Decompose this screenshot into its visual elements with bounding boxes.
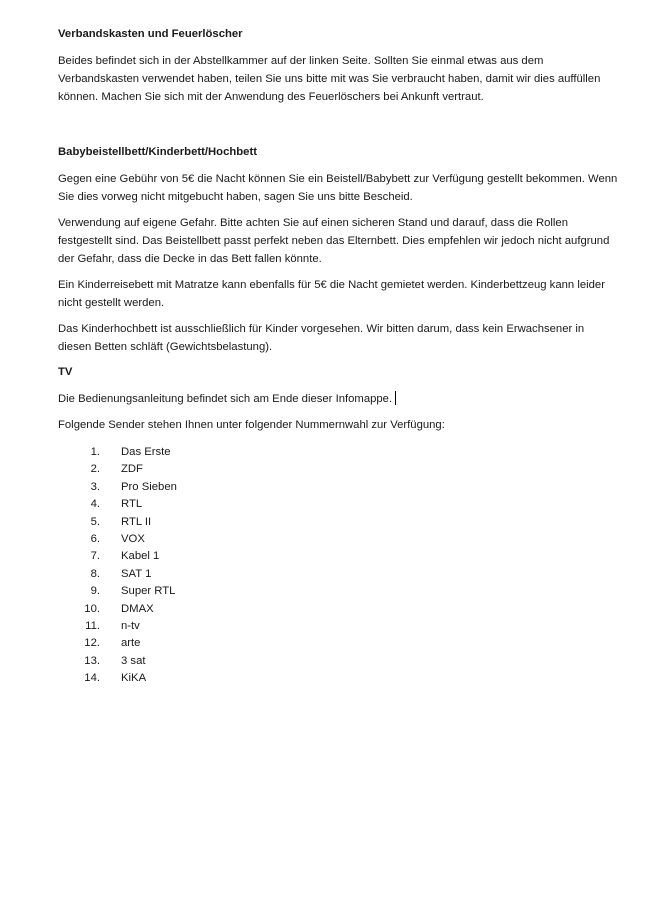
list-item — [58, 635, 618, 652]
list-number: 1. — [90, 446, 100, 458]
list-number: 8. — [90, 567, 100, 580]
list-number: 10. — [84, 602, 100, 615]
channel-name: DMAX — [121, 602, 154, 615]
channel-name: arte — [121, 637, 141, 650]
list-item — [58, 496, 618, 513]
section-heading-tv: TV — [58, 366, 73, 378]
list-item — [58, 583, 618, 600]
list-number: 9. — [90, 585, 100, 598]
list-number: 6. — [90, 533, 100, 546]
list-item — [58, 444, 618, 461]
list-number: 3. — [90, 480, 100, 493]
section-heading-baby-bed: Babybeistellbett/Kinderbett/Hochbett — [58, 146, 257, 158]
list-number: 5. — [90, 515, 100, 528]
list-item — [58, 461, 618, 478]
list-item — [58, 531, 618, 548]
tv-manual-text: Die Bedienungsanleitung befindet sich am Ende dieser Infomappe. — [58, 393, 393, 405]
channel-name: ZDF — [121, 463, 143, 476]
channel-name: Super RTL — [121, 585, 176, 598]
channel-name: RTL — [121, 498, 143, 511]
channel-name: RTL II — [121, 515, 152, 528]
list-number: 12. — [84, 637, 100, 650]
text-cursor — [395, 391, 396, 405]
channel-list — [58, 444, 618, 688]
channel-name: 3 sat — [121, 654, 146, 667]
paragraph-travel-cot: Ein Kinderreisebett mit Matratze kann ebenfalls für 5€ die Nacht gemietet werden. Kinderbettzeug kann leider nicht gestellt werden. — [58, 279, 605, 309]
paragraph-channels-intro: Folgende Sender stehen Ihnen unter folgender Nummernwahl zur Verfügung: — [58, 419, 445, 431]
list-item — [58, 479, 618, 496]
paragraph-first-aid: Beides befindet sich in der Abstellkammer auf der linken Seite. Sollten Sie einmal etwas aus dem Verbandskasten verwendet haben, teilen Sie uns bitte mit was Sie verbraucht haben, damit wir dies auffüllen können. Machen Sie sich mit der Anwendung des Feuerlöschers bei Ankunft vertraut. — [58, 55, 601, 103]
channel-name: KiKA — [121, 672, 147, 685]
section-heading-first-aid: Verbandskasten und Feuerlöscher — [58, 28, 243, 40]
channel-name: Pro Sieben — [121, 480, 177, 493]
list-number: 2. — [90, 463, 100, 476]
channel-name: Kabel 1 — [121, 550, 160, 563]
list-number: 11. — [85, 620, 100, 633]
list-item — [58, 670, 618, 687]
list-item — [58, 548, 618, 565]
channel-name: SAT 1 — [121, 567, 152, 580]
list-item — [58, 566, 618, 583]
paragraph-baby-bed-fee: Gegen eine Gebühr von 5€ die Nacht können Sie ein Beistell/Babybett zur Verfügung gestellt bekommen. Wenn Sie dies vorweg nicht mitgebucht haben, sagen Sie uns bitte Bescheid. — [58, 173, 618, 203]
channel-name: Das Erste — [121, 446, 171, 458]
list-number: 4. — [90, 498, 100, 511]
paragraph-bunk-bed: Das Kinderhochbett ist ausschließlich für Kinder vorgesehen. Wir bitten darum, dass kein Erwachsener in diesen Betten schläft (Gewichtsbelastung). — [58, 323, 585, 353]
list-item — [58, 514, 618, 531]
list-number: 14. — [84, 672, 100, 685]
list-item — [58, 653, 618, 670]
list-number: 13. — [84, 654, 100, 667]
list-item — [58, 601, 618, 618]
list-number: 7. — [90, 550, 100, 563]
paragraph-tv-manual — [58, 390, 618, 408]
list-item — [58, 618, 618, 635]
document-body[interactable] — [58, 26, 618, 688]
paragraph-baby-bed-safety: Verwendung auf eigene Gefahr. Bitte achten Sie auf einen sicheren Stand und darauf, dass die Rollen festgestellt sind. Das Beistellbett passt perfekt neben das Elternbett. Dies empfehlen wir jedoch nicht aufgrund der Gefahr, dass die Decke in das Bett fallen könnte. — [58, 217, 610, 265]
channel-name: VOX — [121, 533, 145, 546]
channel-name: n-tv — [121, 620, 140, 633]
